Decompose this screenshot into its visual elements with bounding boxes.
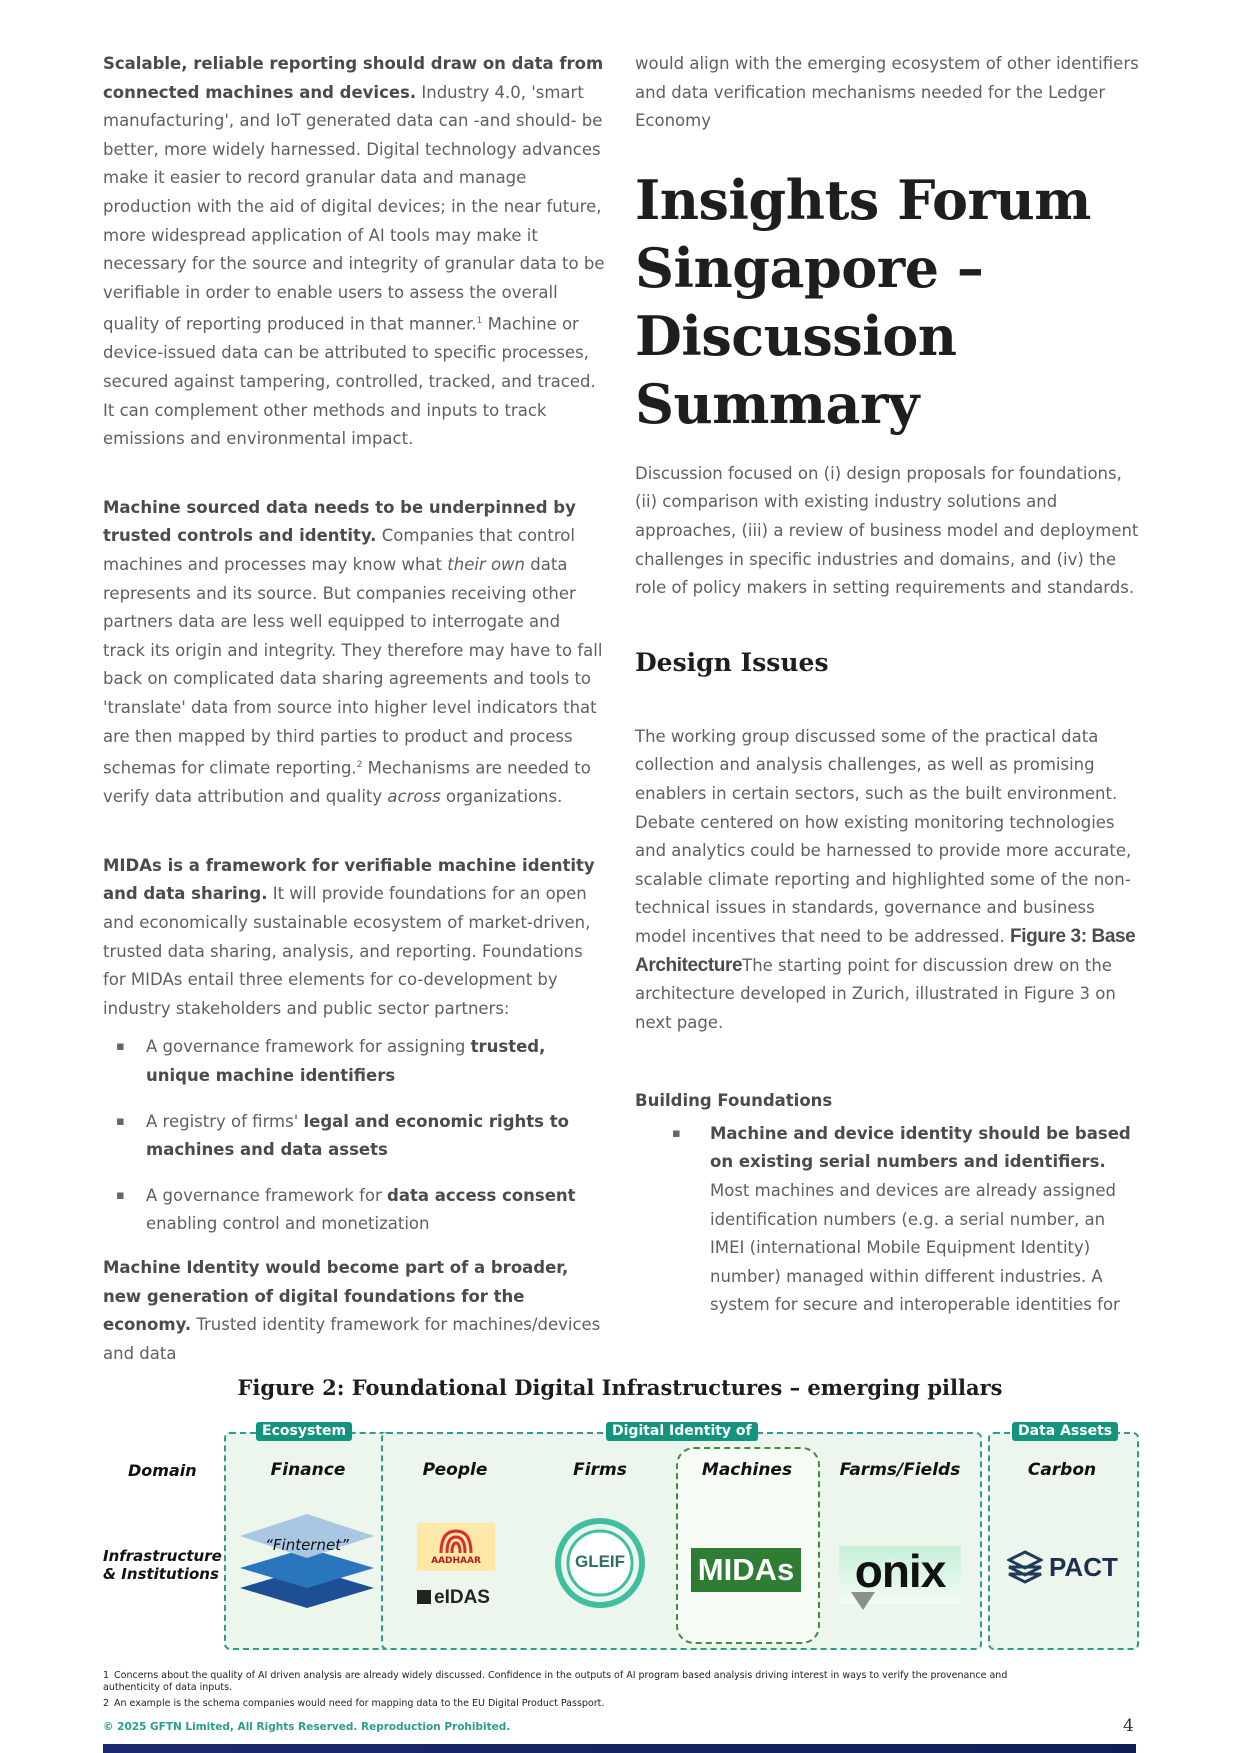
paragraph-trusted-controls (103, 494, 605, 812)
list-item: ▪ A governance framework for assigning trusted, unique machine identifiers (103, 1033, 605, 1090)
figure-2-title: Figure 2: Foundational Digital Infrastructures – emerging pillars (237, 1375, 1003, 1400)
footer-bar (103, 1744, 1136, 1753)
lead-sentence: Machine sourced data needs to be underpinned by trusted controls and identity. (103, 497, 576, 546)
footnote-ref[interactable]: 2 (356, 760, 363, 771)
column-people: People (422, 1460, 488, 1480)
footnote-1: 1 Concerns about the quality of AI driven analysis are already widely discussed. Confidence in the outputs of AI program based analysis driving interest in ways to verify the provenance and authenticity of data inputs. (103, 1670, 1008, 1693)
section-heading-building-foundations: Building Foundations (635, 1091, 833, 1111)
body-text: Industry 4.0, 'smart manufacturing', and IoT generated data can -and should- be better, more widely harnessed. Digital technology advances make it easier to record granular data and manage production with the aid of digital devices; in the near future, more widespread application of AI tools may make it necessary for the source and integrity of granular data to be verifiable in order to enable users to assess the overall quality of reporting produced in that manner. (103, 82, 605, 334)
domain-label: Domain (128, 1461, 197, 1480)
body-text: data represents and its source. But companies receiving other partners data are less well equipped to interrogate and track its origin and integrity. They therefore may have to fall back on complicated data sharing agreements and tools to 'translate' data from source into higher level indicators that are then mapped by third parties to product and process schemas for climate reporting. (103, 555, 603, 778)
eidas-logo: eIDAS (417, 1587, 490, 1609)
column-carbon: Carbon (1027, 1460, 1097, 1480)
right-column (635, 50, 1140, 1337)
copyright: © 2025 GFTN Limited, All Rights Reserved. Reproduction Prohibited. (103, 1721, 511, 1733)
onix-triangle-icon (851, 1592, 875, 1610)
page-number: 4 (1123, 1716, 1134, 1736)
paragraph-machine-data (103, 50, 605, 454)
eidas-icon (417, 1590, 431, 1604)
paragraph-midas-framework (103, 852, 605, 1024)
lead-sentence: Machine Identity would become part of a broader, new generation of digital foundations for the economy. (103, 1257, 569, 1335)
section-heading-design-issues: Design Issues (635, 647, 829, 677)
design-paragraph: The working group discussed some of the practical data collection and analysis challenges, as well as promising enablers in certain sectors, such as the built environment. Debate centered on how existing monitoring technologies and analytics could be harnessed to provide more accurate, scalable climate reporting and highlighted some of the non-technical issues in standards, governance and business model incentives that need to be addressed. Figure 3: Base ArchitectureThe starting point for discussion drew on the architecture developed in Zurich, illustrated in Figure 3 on next page. (635, 726, 1136, 1032)
body-text: Companies that control machines and processes may know what (103, 526, 575, 574)
paragraph-machine-identity (103, 1254, 605, 1368)
lead-sentence: MIDAs is a framework for verifiable machine identity and data sharing. (103, 855, 595, 904)
figure-3-reference[interactable]: Figure 3: Base Architecture (635, 925, 1136, 976)
body-text: Machine or device-issued data can be attributed to specific processes, secured against tampering, controlled, tracked, and traced. It can complement other methods and inputs to track emissions and environmental impact. (103, 314, 596, 449)
list-item: ▪ A registry of firms' legal and economic rights to machines and data assets (103, 1108, 605, 1165)
column-machines: Machines (701, 1460, 793, 1480)
pact-text: PACT (1049, 1552, 1118, 1582)
body-text: It will provide foundations for an open and economically sustainable ecosystem of market-driven, trusted data sharing, analysis, and reporting. Foundations for MIDAs entail three elements for co-development by industry stakeholders and public sector partners: (103, 884, 591, 1018)
building-list (635, 1120, 1140, 1320)
footnote-ref[interactable]: 1 (476, 316, 483, 327)
emphasis: their own (447, 555, 526, 574)
left-column (103, 50, 605, 1368)
digital-identity-tag: Digital Identity of (606, 1422, 758, 1441)
body-text: Trusted identity framework for machines/devices and data (103, 1315, 601, 1363)
column-farms-fields: Farms/Fields (839, 1460, 961, 1480)
list-item: ▪ Machine and device identity should be based on existing serial numbers and identifiers. Most machines and devices are already assigned identification numbers (e.g. a serial number, an IMEI (international Mobile Equipment Identity) number) managed within different industries. A system for secure and interoperable identities for (635, 1120, 1140, 1320)
column-finance: Finance (270, 1460, 346, 1480)
finternet-layers-icon (238, 1510, 376, 1616)
footnote-2: 2 An example is the schema companies would need for mapping data to the EU Digital Product Passport. (103, 1698, 605, 1709)
midas-logo: MIDAs (691, 1548, 801, 1592)
infrastructure-label: Infrastructure & Institutions (103, 1547, 222, 1583)
onix-text: onix (854, 1545, 946, 1597)
continued-paragraph: would align with the emerging ecosystem of other identifiers and data verification mechanisms needed for the Ledger Economy (635, 54, 1139, 131)
body-text: Mechanisms are needed to verify data attribution and quality (103, 758, 591, 807)
page-title: Insights Forum Singapore – Discussion Summary (635, 167, 1091, 436)
aadhaar-logo (417, 1523, 495, 1571)
intro-paragraph: Discussion focused on (i) design proposals for foundations, (ii) comparison with existing industry solutions and approaches, (iii) a review of business model and deployment challenges in specific industries and domains, and (iv) the role of policy makers in setting requirements and standards. (635, 463, 1139, 598)
gleif-text: GLEIF (574, 1552, 626, 1571)
ecosystem-tag: Ecosystem (256, 1422, 352, 1441)
pact-icon (1007, 1550, 1043, 1586)
foundations-list (103, 1033, 605, 1239)
column-firms: Firms (573, 1460, 627, 1480)
onix-logo (839, 1546, 961, 1604)
aadhaar-text: AADHAAR (431, 1556, 481, 1566)
emphasis: across (387, 787, 441, 807)
body-text: organizations. (440, 787, 563, 807)
list-item: ▪ A governance framework for data access consent enabling control and monetization (103, 1182, 605, 1239)
finternet-label: “Finternet” (265, 1536, 349, 1554)
data-assets-tag: Data Assets (1012, 1422, 1118, 1441)
fingerprint-icon (417, 1523, 495, 1559)
lead-sentence: Scalable, reliable reporting should draw on data from connected machines and devices. (103, 54, 604, 102)
